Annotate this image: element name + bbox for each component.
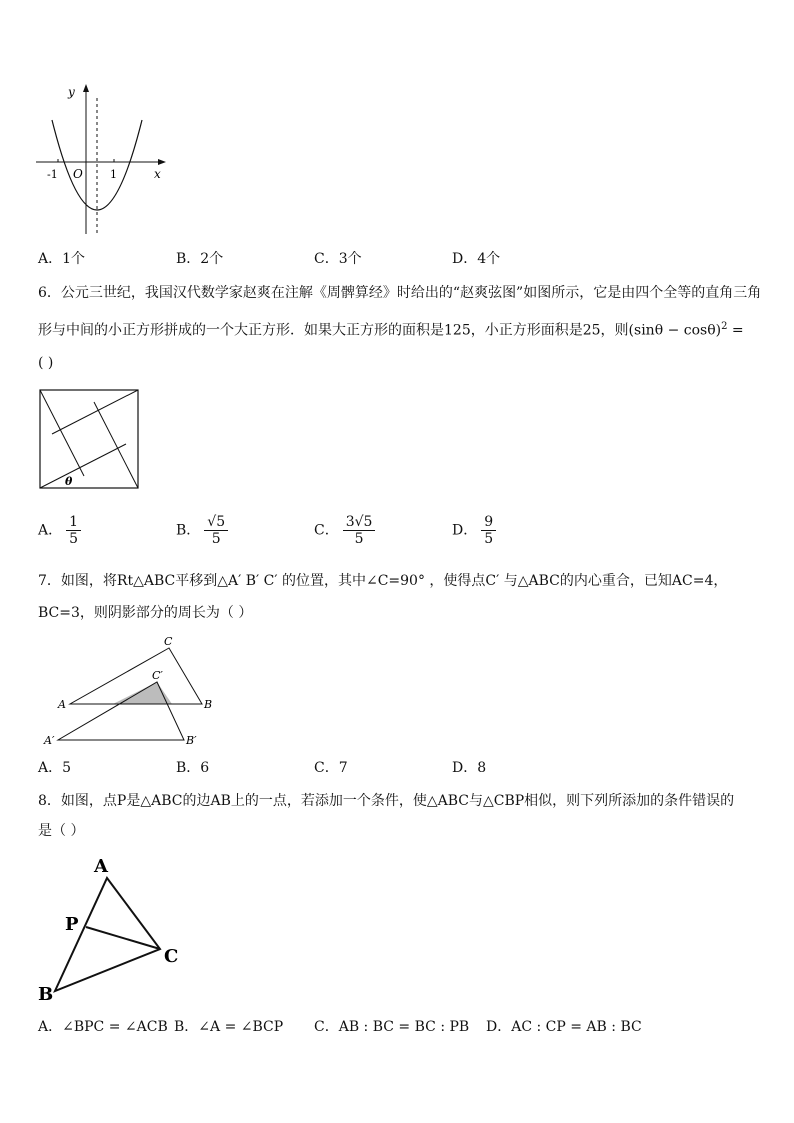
q6-option-d-label: D． (452, 522, 478, 539)
q7-option-d[interactable]: D．8 (452, 760, 487, 776)
q6-option-b-label: B． (176, 522, 201, 539)
q6-option-c-fraction (343, 514, 376, 547)
label-A: A (94, 856, 108, 877)
q6-option-c-numerator: 3√5 (343, 514, 376, 531)
origin-label: O (73, 167, 83, 181)
label-P: P (65, 914, 79, 935)
label-B: B (204, 698, 213, 711)
q6-equals: = (727, 322, 744, 339)
q5-option-a[interactable]: A．1个 (38, 251, 86, 267)
y-axis-label: y (68, 85, 75, 99)
q6-answer-paren: ( ) (38, 355, 54, 371)
q6-stem-line1: 6．公元三世纪，我国汉代数学家赵爽在注解《周髀算经》时给出的“赵爽弦图”如图所示，它是由四个全等的直角三角 (38, 285, 762, 301)
tick-label-neg-one: -1 (47, 168, 58, 181)
q6-expression: (sinθ − cosθ) (628, 322, 722, 339)
q7-stem-line1: 7．如图，将Rt△ABC平移到△A′ B′ C′ 的位置，其中∠C=90° ，使得点C′ 与△ABC的内心重合，已知AC=4， (38, 573, 728, 589)
translated-triangles-diagram (38, 632, 228, 752)
q8-stem-line2: 是（ ） (38, 823, 85, 839)
q8-option-d[interactable]: D．AC : CP = AB : BC (486, 1019, 642, 1035)
label-C: C (164, 635, 173, 648)
q6-exponent: 2 (721, 321, 728, 332)
q6-option-c-denominator: 5 (354, 531, 364, 547)
q7-option-b[interactable]: B．6 (176, 760, 210, 776)
q6-stem-text: 形与中间的小正方形拼成的一个大正方形．如果大正方形的面积是125，小正方形面积是25，则 (38, 322, 629, 339)
label-B: B (38, 984, 54, 1005)
q5-option-d[interactable]: D．4个 (452, 251, 501, 267)
q6-stem-line2 (38, 318, 744, 340)
q7-option-a[interactable]: A．5 (38, 760, 72, 776)
q6-option-d-numerator: 9 (481, 514, 496, 531)
q6-option-d-fraction (481, 514, 496, 547)
q6-option-a-fraction (66, 514, 81, 547)
q6-option-b-numerator: √5 (204, 514, 228, 531)
q8-stem-line1: 8．如图，点P是△ABC的边AB上的一点，若添加一个条件，使△ABC与△CBP相似，则下列所添加的条件错误的 (38, 793, 735, 809)
q8-option-b[interactable]: B．∠A = ∠BCP (174, 1019, 284, 1035)
tick-label-one: 1 (110, 168, 117, 181)
label-C: C (164, 946, 179, 967)
label-C-prime: C′ (152, 669, 163, 682)
zhao-shuang-diagram (38, 388, 142, 492)
label-B-prime: B′ (186, 734, 197, 747)
q6-option-d[interactable] (452, 514, 496, 547)
q6-option-a[interactable] (38, 514, 81, 547)
q6-option-a-denominator: 5 (69, 531, 79, 547)
label-A-prime: A′ (44, 734, 55, 747)
q6-option-b-fraction (204, 514, 228, 547)
q6-option-a-label: A． (38, 522, 63, 539)
parabola-graph (30, 80, 180, 240)
q7-stem-line2: BC=3，则阴影部分的周长为（ ） (38, 605, 253, 621)
label-A: A (58, 698, 66, 711)
q5-option-c[interactable]: C．3个 (314, 251, 362, 267)
q5-option-b[interactable]: B．2个 (176, 251, 224, 267)
theta-label: θ (65, 475, 73, 488)
q6-option-d-denominator: 5 (484, 531, 494, 547)
q8-option-a[interactable]: A．∠BPC = ∠ACB (38, 1019, 168, 1035)
q6-option-c-label: C． (314, 522, 339, 539)
x-axis-label: x (154, 167, 161, 181)
q6-option-b-denominator: 5 (211, 531, 221, 547)
q6-option-a-numerator: 1 (66, 514, 81, 531)
q8-option-c[interactable]: C．AB : BC = BC : PB (314, 1019, 470, 1035)
similar-triangles-diagram (34, 852, 194, 1006)
q7-option-c[interactable]: C．7 (314, 760, 348, 776)
q6-option-b[interactable] (176, 514, 228, 547)
q6-option-c[interactable] (314, 514, 375, 547)
